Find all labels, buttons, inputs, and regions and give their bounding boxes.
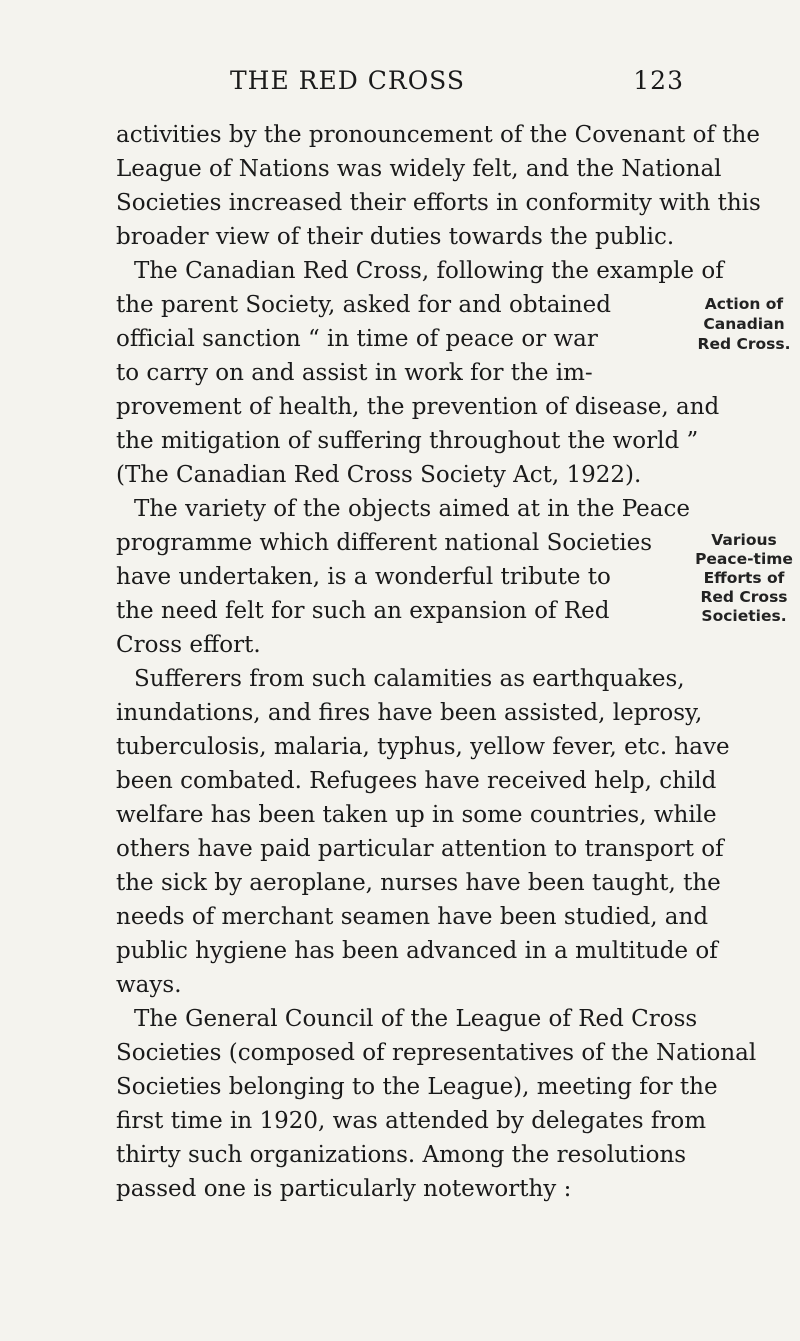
text-line: been combated. Refugees have received help, child [116,768,717,794]
text-line: Societies (composed of representatives of the National [116,1040,757,1066]
text-line: The Canadian Red Cross, following the example of [134,258,724,284]
text-line: first time in 1920, was attended by delegates from [116,1108,707,1134]
running-title: THE RED CROSS [230,66,465,95]
text-line: Cross effort. [116,632,261,658]
text-line: The General Council of the League of Red Cross [134,1006,698,1032]
margin-note-line: Action of [704,295,784,313]
text-line: Societies belonging to the League), meeting for the [116,1074,718,1100]
text-line: Societies increased their efforts in conformity with this [116,190,761,216]
text-line: broader view of their duties towards the public. [116,224,675,250]
margin-note-line: Efforts of [703,569,785,587]
margin-note-various [688,531,800,626]
text-line: League of Nations was widely felt, and the National [116,156,722,182]
margin-note-line: Red Cross. [697,335,791,353]
margin-note-line: Peace-time [695,550,793,568]
text-line: to carry on and assist in work for the im- [116,360,593,386]
text-line: tuberculosis, malaria, typhus, yellow fever, etc. have [116,734,730,760]
text-line: thirty such organizations. Among the resolutions [116,1142,687,1168]
text-line: needs of merchant seamen have been studied, and [116,904,709,930]
text-line: activities by the pronouncement of the Covenant of the [116,122,760,148]
text-line: Sufferers from such calamities as earthquakes, [134,666,685,692]
text-line: the sick by aeroplane, nurses have been taught, the [116,870,721,896]
text-line: welfare has been taken up in some countries, while [116,802,717,828]
text-line: passed one is particularly noteworthy : [116,1176,572,1202]
text-line: others have paid particular attention to transport of [116,836,724,862]
text-line: official sanction “ in time of peace or war [116,326,598,352]
margin-note-line: Red Cross [700,588,788,606]
margin-note-line: Canadian [703,315,785,333]
margin-note-line: Societies. [701,607,787,625]
text-line: The variety of the objects aimed at in the Peace [134,496,690,522]
page-number: 123 [633,66,684,95]
text-line: inundations, and fires have been assisted, leprosy, [116,700,703,726]
text-line: ways. [116,972,182,998]
text-line: the need felt for such an expansion of Red [116,598,610,624]
margin-note-line: Various [711,531,777,549]
running-head [116,66,684,100]
text-line: provement of health, the prevention of disease, and [116,394,720,420]
margin-note-canadian [688,294,800,354]
text-line: the mitigation of suffering throughout the world ” [116,428,699,454]
text-line: have undertaken, is a wonderful tribute to [116,564,611,590]
text-line: (The Canadian Red Cross Society Act, 1922). [116,462,642,488]
text-line: the parent Society, asked for and obtained [116,292,611,318]
text-line: public hygiene has been advanced in a multitude of [116,938,718,964]
text-line: programme which different national Societies [116,530,653,556]
